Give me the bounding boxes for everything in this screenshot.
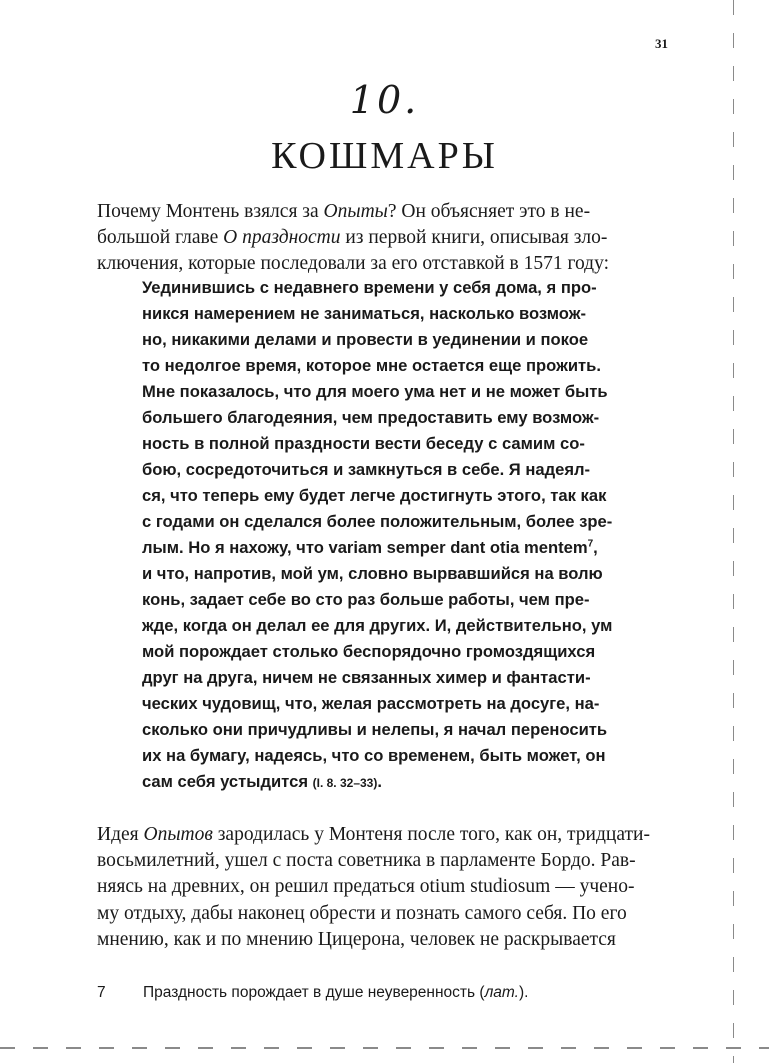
text: Почему Монтень взялся за: [97, 201, 324, 222]
quote-line: то недолгое время, которое мне остается еще прожить.: [142, 356, 601, 375]
quote-line: Уединившись с недавнего времени у себя дома, я про-: [142, 278, 597, 297]
quote-line: бою, сосредоточиться и замкнуться в себе. Я надеял-: [142, 460, 591, 479]
footnote-text: Праздность порождает в душе неуверенность (: [143, 984, 485, 1001]
quote-line: но, никакими делами и провести в уединении и покое: [142, 330, 589, 349]
page-number: 31: [655, 36, 668, 51]
quote-line: ся, что теперь ему будет легче достигнуть этого, так как: [142, 486, 607, 505]
quote-line: большего благодеяния, чем предоставить ему возмож-: [142, 408, 600, 427]
quote-line: лым. Но я нахожу, что variam semper dant otia mentem: [142, 538, 588, 557]
footnote-text-end: ).: [518, 984, 529, 1001]
quote-line: друг на друга, ничем не связанных химер и фантасти-: [142, 668, 591, 687]
text: няясь на древних, он решил предаться otium studiosum — учено-: [97, 876, 635, 898]
citation-reference: (I. 8. 32–33): [312, 776, 378, 790]
body-paragraph: [97, 822, 687, 953]
text: ключения, которые последовали за его отставкой в 1571 году:: [97, 253, 609, 275]
chapter-number: 10.: [349, 78, 420, 122]
text: ? Он объясняет это в не-: [387, 201, 591, 222]
quote-line: ность в полной праздности вести беседу с самим со-: [142, 434, 585, 453]
quote-line: сам себя устыдится: [142, 772, 313, 791]
block-quote: [142, 275, 687, 796]
text: зародилась у Монтеня после того, как он, тридцати-: [212, 824, 650, 845]
text: Идея: [97, 824, 144, 845]
intro-paragraph: [97, 199, 687, 278]
quote-line: с годами он сделался более положительным, более зре-: [142, 512, 613, 531]
quote-line: Мне показалось, что для моего ума нет и не может быть: [142, 382, 608, 401]
text: восьмилетний, ушел с поста советника в парламенте Бордо. Рав-: [97, 850, 636, 872]
quote-line: конь, задает себе во сто раз больше работы, чем пре-: [142, 590, 590, 609]
text: ,: [593, 538, 598, 557]
text: му отдыху, дабы наконец обрести и познать самого себя. По его: [97, 902, 627, 924]
footnote: [97, 984, 687, 1002]
text: .: [377, 772, 382, 791]
text: мнению, как и по мнению Цицерона, человек не раскрывается: [97, 928, 616, 950]
footnote-italic: лат.: [484, 984, 519, 1001]
crop-marks-bottom: [0, 1047, 769, 1049]
chapter-reference: О праздности: [223, 227, 341, 249]
book-title: Опытов: [143, 824, 213, 845]
quote-line: жде, когда он делал ее для других. И, действительно, ум: [142, 616, 613, 635]
text: большой главе: [97, 227, 224, 249]
quote-line: их на бумагу, надеясь, что со временем, быть может, он: [142, 746, 606, 765]
quote-line: мой порождает столько беспорядочно громоздящихся: [142, 642, 596, 661]
quote-line: ческих чудовищ, что, желая рассмотреть на досуге, на-: [142, 694, 600, 713]
footnote-number: 7: [97, 984, 106, 1001]
quote-line: и что, напротив, мой ум, словно вырвавшийся на волю: [142, 564, 603, 583]
chapter-title: КОШМАРЫ: [271, 135, 498, 177]
quote-line: сколько они причудливы и нелепы, я начал переносить: [142, 720, 608, 739]
book-title: Опыты: [323, 201, 388, 222]
footnote-marker: 7: [587, 538, 594, 550]
quote-line: никся намерением не заниматься, насколько возмож-: [142, 304, 587, 323]
text: из первой книги, описывая зло-: [340, 227, 608, 249]
